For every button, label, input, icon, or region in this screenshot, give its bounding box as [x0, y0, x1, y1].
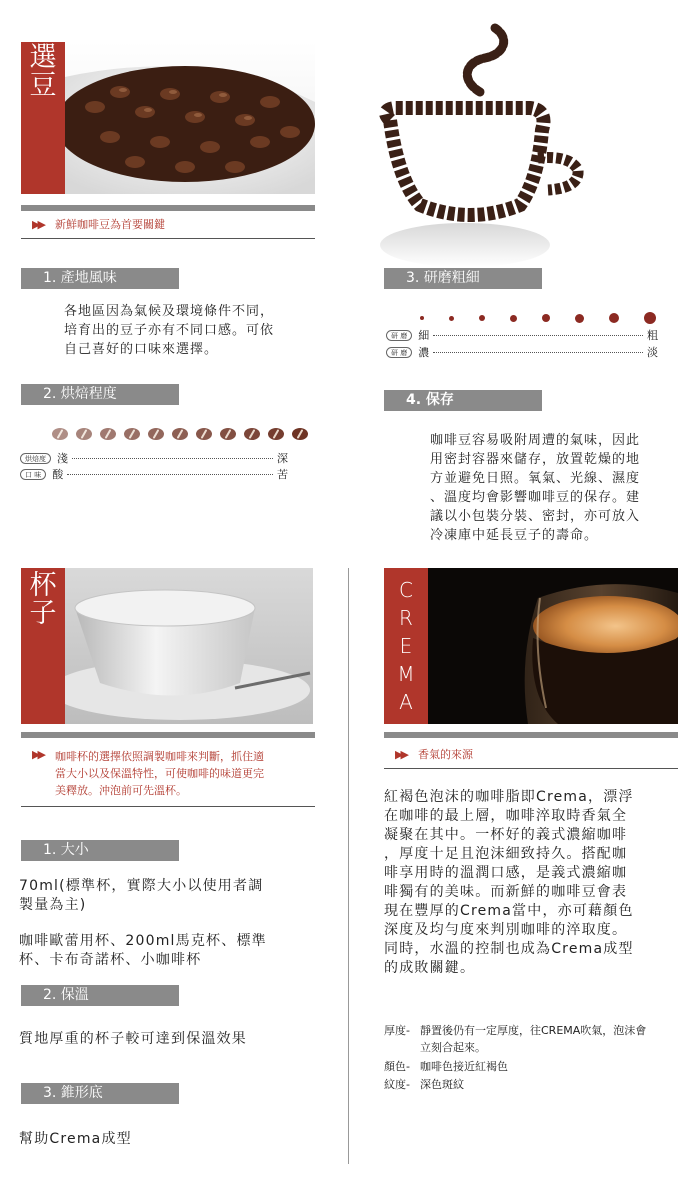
- roast-degree-pill: 烘焙度: [20, 453, 51, 464]
- crema-subtitle: 香氣的來源: [418, 748, 473, 761]
- note-line: 咖啡色接近紅褐色: [420, 1060, 508, 1073]
- origin-line: 自己喜好的口味來選擇。: [64, 342, 219, 357]
- coffee-bean-icon: [76, 428, 92, 440]
- dotted-leader: [67, 474, 273, 475]
- espresso-crema-photo: [428, 568, 678, 724]
- roast-deep-label: 深: [277, 452, 288, 465]
- cup-intro-rule: [21, 806, 315, 807]
- cone-text: 幫助Crema成型: [19, 1131, 132, 1147]
- crema-line: 同時，水溫的控制也成為Crema成型: [384, 941, 634, 957]
- storage-line: 冷凍庫中延長豆子的壽命。: [430, 528, 599, 543]
- crema-title-char: C: [399, 578, 413, 602]
- grind-dot-icon: [644, 312, 656, 324]
- grind-coarse-label: 粗: [647, 329, 658, 342]
- crema-divider-bar: [384, 732, 678, 738]
- beans-subtitle-rule: [21, 238, 315, 239]
- beans-subtitle: 新鮮咖啡豆為首要關鍵: [55, 218, 165, 231]
- double-arrow-icon: ▶▶: [32, 748, 43, 761]
- note-label: 紋度-: [384, 1078, 410, 1091]
- tab-grind: 3. 研磨粗細: [384, 268, 542, 289]
- coffee-bean-icon: [244, 428, 260, 440]
- coffee-bean-icon: [268, 428, 284, 440]
- grind-light-label: 淡: [647, 346, 658, 359]
- coffee-bean-icon: [172, 428, 188, 440]
- dotted-leader: [433, 335, 643, 336]
- tab-warm: 2. 保溫: [21, 985, 179, 1006]
- grind-dot-icon: [449, 316, 454, 321]
- storage-line: 議以小包裝分裝、密封，亦可放入: [430, 509, 641, 524]
- storage-line: 用密封容器來儲存，放置乾燥的地: [430, 452, 641, 467]
- size-text: 咖啡歐蕾用杯、200ml馬克杯、標準: [19, 933, 267, 949]
- storage-line: 、溫度均會影響咖啡豆的保存。建: [430, 490, 641, 505]
- origin-line: 培育出的豆子亦有不同口感。可依: [64, 323, 275, 338]
- roast-bean-scale: [52, 428, 308, 440]
- roast-light-label: 淺: [57, 452, 68, 465]
- crema-line: 的成敗關鍵。: [384, 960, 476, 976]
- white-coffee-cup-photo: [65, 568, 313, 724]
- grind-fine-label: 細: [418, 329, 430, 342]
- dotted-leader: [433, 352, 643, 353]
- grind-dot-icon: [479, 315, 485, 321]
- size-text: 製量為主): [19, 897, 87, 913]
- crema-line: 啡享用時的溫潤口感，是義式濃縮咖: [384, 865, 628, 881]
- size-text: 70ml(標準杯，實際大小以使用者調: [19, 878, 264, 894]
- crema-title-char: M: [397, 662, 415, 686]
- note-label: 顏色-: [384, 1060, 410, 1073]
- tab-size: 1. 大小: [21, 840, 179, 861]
- crema-line: 啡獨有的美味。而新鮮的咖啡豆會表: [384, 884, 628, 900]
- crema-line: ，厚度十足且泡沫細致持久。搭配咖: [384, 846, 628, 862]
- crema-line: 紅褐色泡沫的咖啡脂即Crema，漂浮: [384, 789, 634, 805]
- grind-pill: 研 磨: [386, 347, 412, 358]
- roast-scale-row: [20, 450, 288, 466]
- storage-line: 方並避免日照。氧氣、光線、濕度: [430, 471, 641, 486]
- coffee-bean-icon: [148, 428, 164, 440]
- coffee-bean-icon: [124, 428, 140, 440]
- bean-cup-artwork: [370, 20, 600, 270]
- coffee-beans-bowl-photo: [65, 42, 315, 194]
- taste-scale-row: [20, 466, 288, 482]
- double-arrow-icon: ▶▶: [395, 748, 406, 761]
- beans-title-block: [21, 42, 65, 194]
- beans-title-char: 豆: [29, 70, 57, 102]
- note-line: 深色斑紋: [420, 1078, 464, 1091]
- taste-sour-label: 酸: [52, 468, 64, 481]
- coffee-bean-icon: [220, 428, 236, 440]
- warm-text: 質地厚重的杯子較可達到保溫效果: [19, 1031, 247, 1047]
- crema-line: 凝聚在其中。一杯好的義式濃縮咖啡: [384, 827, 628, 843]
- grind-pill: 研 磨: [386, 330, 412, 341]
- taste-bitter-label: 苦: [277, 468, 288, 481]
- note-label: 厚度-: [384, 1024, 410, 1037]
- crema-title-char: A: [399, 690, 413, 714]
- crema-title-block: [384, 568, 428, 724]
- crema-line: 深度及均勻度來判別咖啡的淬取度。: [384, 922, 628, 938]
- crema-line: 現在豐厚的Crema當中，亦可藉顏色: [384, 903, 634, 919]
- grind-strength-row: [386, 344, 658, 360]
- crema-line: 在咖啡的最上層，咖啡淬取時香氣全: [384, 808, 628, 824]
- tab-storage: 4. 保存: [384, 390, 542, 411]
- note-line: 立刻合起來。: [420, 1041, 486, 1054]
- crema-title-char: R: [399, 606, 413, 630]
- cup-intro-line: 咖啡杯的選擇依照調製咖啡來判斷，抓住適: [55, 750, 264, 763]
- cup-title-char: 杯: [29, 570, 57, 601]
- size-text: 杯、卡布奇諾杯、小咖啡杯: [19, 952, 202, 968]
- cup-divider-bar: [21, 732, 315, 738]
- grind-dot-scale: [420, 310, 656, 326]
- grind-dot-icon: [542, 314, 550, 322]
- coffee-bean-icon: [100, 428, 116, 440]
- grind-dot-icon: [575, 314, 584, 323]
- grind-scale-row: [386, 327, 658, 343]
- crema-subtitle-rule: [384, 768, 678, 769]
- grind-dot-icon: [510, 315, 517, 322]
- origin-line: 各地區因為氣候及環境條件不同，: [64, 304, 275, 319]
- cup-title-block: [21, 568, 65, 724]
- coffee-bean-icon: [52, 428, 68, 440]
- note-line: 靜置後仍有一定厚度，往CREMA吹氣，泡沫會: [420, 1024, 647, 1037]
- tab-origin: 1. 產地風味: [21, 268, 179, 289]
- storage-line: 咖啡豆容易吸附周遭的氣味，因此: [430, 433, 641, 448]
- grind-thick-label: 濃: [418, 346, 430, 359]
- tab-cone: 3. 錐形底: [21, 1083, 179, 1104]
- cup-intro-line: 當大小以及保溫特性，可使咖啡的味道更完: [55, 767, 264, 780]
- coffee-bean-icon: [292, 428, 308, 440]
- beans-divider-bar: [21, 205, 315, 211]
- grind-dot-icon: [609, 313, 619, 323]
- cup-title-char: 子: [29, 598, 57, 630]
- grind-dot-icon: [420, 316, 424, 320]
- crema-title-char: E: [399, 634, 413, 658]
- coffee-bean-icon: [196, 428, 212, 440]
- tab-roast: 2. 烘焙程度: [21, 384, 179, 405]
- dotted-leader: [72, 458, 273, 459]
- double-arrow-icon: ▶▶: [32, 218, 43, 231]
- column-divider: [348, 568, 349, 1164]
- beans-title-char: 選: [29, 42, 57, 73]
- cup-intro-line: 美釋放。沖泡前可先溫杯。: [55, 784, 187, 797]
- taste-pill: 口 味: [20, 469, 46, 480]
